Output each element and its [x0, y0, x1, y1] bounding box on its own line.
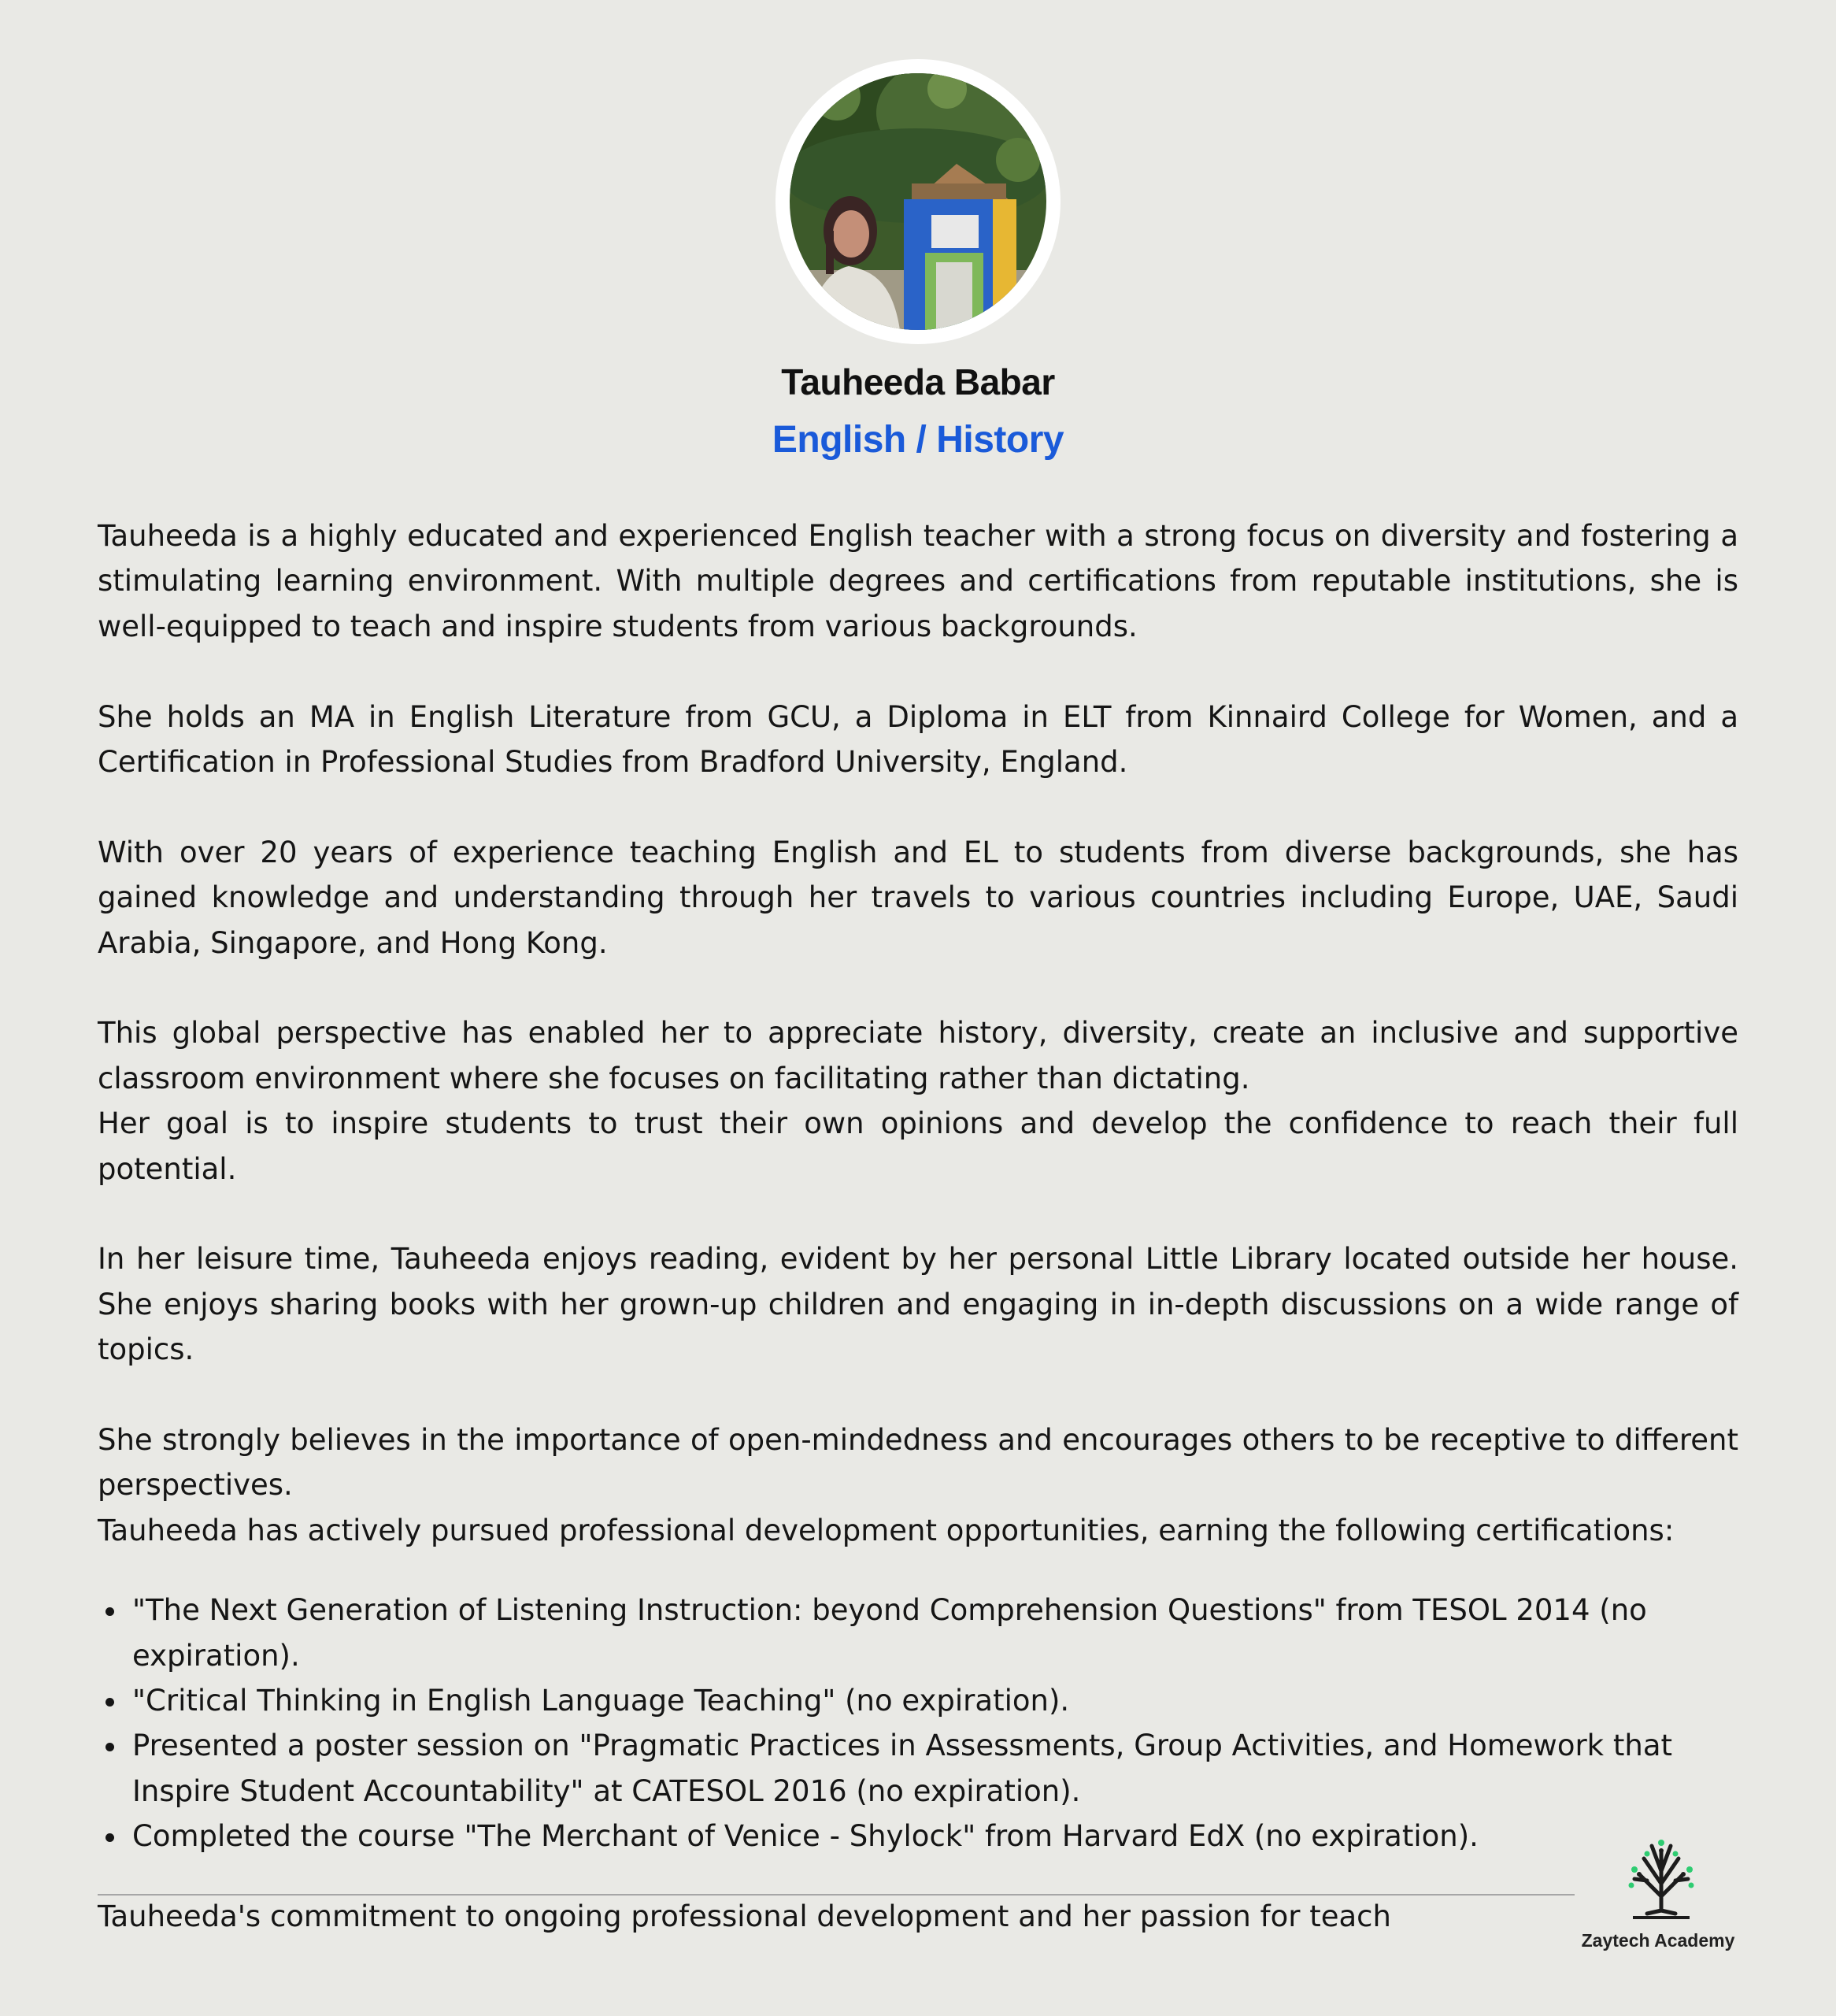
certification-item: Completed the course "The Merchant of Venice - Shylock" from Harvard EdX (no expiration). [98, 1814, 1738, 1858]
paragraph-spacer [98, 649, 1738, 694]
bio-paragraph: This global perspective has enabled her to appreciate history, diversity, create an inclusive and supportive classroom environment where she focuses on facilitating rather than dictating. [98, 1016, 1738, 1095]
bio-paragraph: Tauheeda has actively pursued professional development opportunities, earning the following certifications: [98, 1513, 1675, 1547]
teacher-subject: English / History [772, 419, 1064, 461]
certification-list [98, 1588, 1738, 1858]
profile-photo-frame [775, 59, 1061, 344]
paragraph-spacer [98, 1373, 1738, 1418]
paragraph-spacer [98, 784, 1738, 829]
bio-paragraph: Tauheeda is a highly educated and experienced English teacher with a strong focus on diversity and fostering a stimulating learning environment. With multiple degrees and certifications from reputable institutions, she is well-equipped to teach and inspire students from various backgrounds. [98, 519, 1738, 643]
certification-item: Presented a poster session on "Pragmatic Practices in Assessments, Group Activities, and Homework that Inspire Student Accountability" at CATESOL 2016 (no expiration). [98, 1723, 1738, 1814]
paragraph-spacer [98, 1553, 1738, 1588]
bio-paragraph: She holds an MA in English Literature from GCU, a Diploma in ELT from Kinnaird College for Women, and a Certification in Professional Studies from Bradford University, England. [98, 699, 1738, 780]
paragraph-spacer [98, 965, 1738, 1010]
paragraph-spacer [98, 1859, 1738, 1894]
brand-name: Zaytech Academy [1581, 1930, 1735, 1951]
bio-paragraph: With over 20 years of experience teaching English and EL to students from diverse backgrounds, she has gained knowledge and understanding through her travels to various countries including Europe, UAE, Saudi Arabia, Singapore, and Hong Kong. [98, 835, 1738, 960]
teacher-name: Tauheeda Babar [781, 361, 1055, 402]
tree-logo-icon [1623, 1835, 1699, 1922]
paragraph-spacer [98, 1191, 1738, 1236]
bio-paragraph: She strongly believes in the importance of open-mindedness and encourages others to be receptive to different perspectives. [98, 1423, 1738, 1503]
certification-item: "Critical Thinking in English Language Teaching" (no expiration). [98, 1678, 1738, 1723]
profile-photo [790, 73, 1046, 330]
bio-paragraph: In her leisure time, Tauheeda enjoys reading, evident by her personal Little Library located outside her house. She enjoys sharing books with her grown-up children and engaging in in-depth discussions on a wide range of topics. [98, 1242, 1738, 1367]
bio-closing: Tauheeda's commitment to ongoing professional development and her passion for teach [98, 1899, 1391, 1933]
bio-section [98, 513, 1738, 1939]
certification-item: "The Next Generation of Listening Instruction: beyond Comprehension Questions" from TESOL 2014 (no expiration). [98, 1588, 1738, 1678]
footer-divider [98, 1894, 1575, 1896]
bio-paragraph: Her goal is to inspire students to trust their own opinions and develop the confidence to reach their full potential. [98, 1106, 1738, 1186]
